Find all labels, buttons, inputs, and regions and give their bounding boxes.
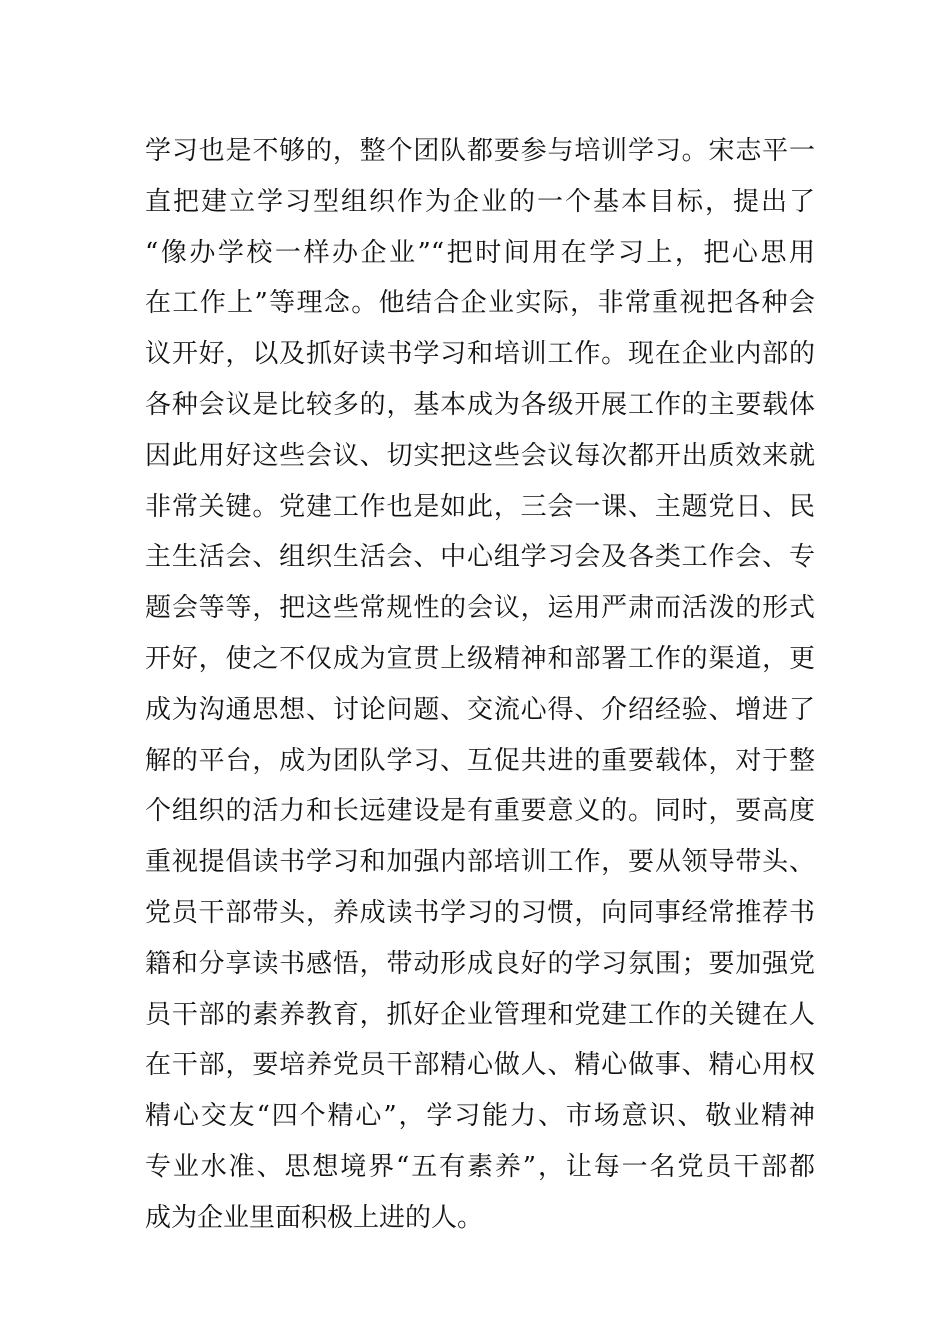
text-line-13: 解的平台，成为团队学习、互促共进的重要载体，对于整 <box>145 745 815 776</box>
text-line-7: 因此用好这些会议、切实把这些会议每次都开出质效来就 <box>145 440 815 471</box>
text-line-20: 精心交友“四个精心”，学习能力、市场意识、敬业精神 <box>145 1101 815 1132</box>
text-line-9: 主生活会、组织生活会、中心组学习会及各类工作会、专 <box>145 542 815 573</box>
text-line-11: 开好，使之不仅成为宣贯上级精神和部署工作的渠道，更 <box>145 643 815 674</box>
text-line-6: 各种会议是比较多的，基本成为各级开展工作的主要载体 <box>145 389 815 420</box>
text-line-14: 个组织的活力和长远建设是有重要意义的。同时，要高度 <box>145 796 815 827</box>
text-line-1: 学习也是不够的，整个团队都要参与培训学习。宋志平一 <box>145 136 815 166</box>
text-line-17: 籍和分享读书感悟，带动形成良好的学习氛围；要加强党 <box>145 948 815 979</box>
text-line-16: 党员干部带头，养成读书学习的习惯，向同事经常推荐书 <box>145 897 815 928</box>
text-line-2: 直把建立学习型组织作为企业的一个基本目标，提出了 <box>145 186 815 217</box>
text-line-5: 议开好，以及抓好读书学习和培训工作。现在企业内部的 <box>145 339 815 370</box>
text-line-10: 题会等等，把这些常规性的会议，运用严肃而活泼的形式 <box>145 593 815 624</box>
text-line-18: 员干部的素养教育，抓好企业管理和党建工作的关键在人 <box>145 999 815 1030</box>
text-line-21: 专业水准、思想境界“五有素养”，让每一名党员干部都 <box>145 1151 815 1182</box>
body-paragraph <box>145 126 815 1244</box>
text-line-8: 非常关键。党建工作也是如此，三会一课、主题党日、民 <box>145 491 815 522</box>
text-line-3: “像办学校一样办企业”“把时间用在学习上，把心思用 <box>145 237 815 268</box>
text-line-12: 成为沟通思想、讨论问题、交流心得、介绍经验、增进了 <box>145 694 815 725</box>
text-line-19: 在干部，要培养党员干部精心做人、精心做事、精心用权 <box>145 1050 815 1081</box>
text-line-4: 在工作上”等理念。他结合企业实际，非常重视把各种会 <box>145 288 815 319</box>
text-line-15: 重视提倡读书学习和加强内部培训工作，要从领导带头、 <box>145 847 815 878</box>
text-line-22: 成为企业里面积极上进的人。 <box>145 1202 484 1233</box>
